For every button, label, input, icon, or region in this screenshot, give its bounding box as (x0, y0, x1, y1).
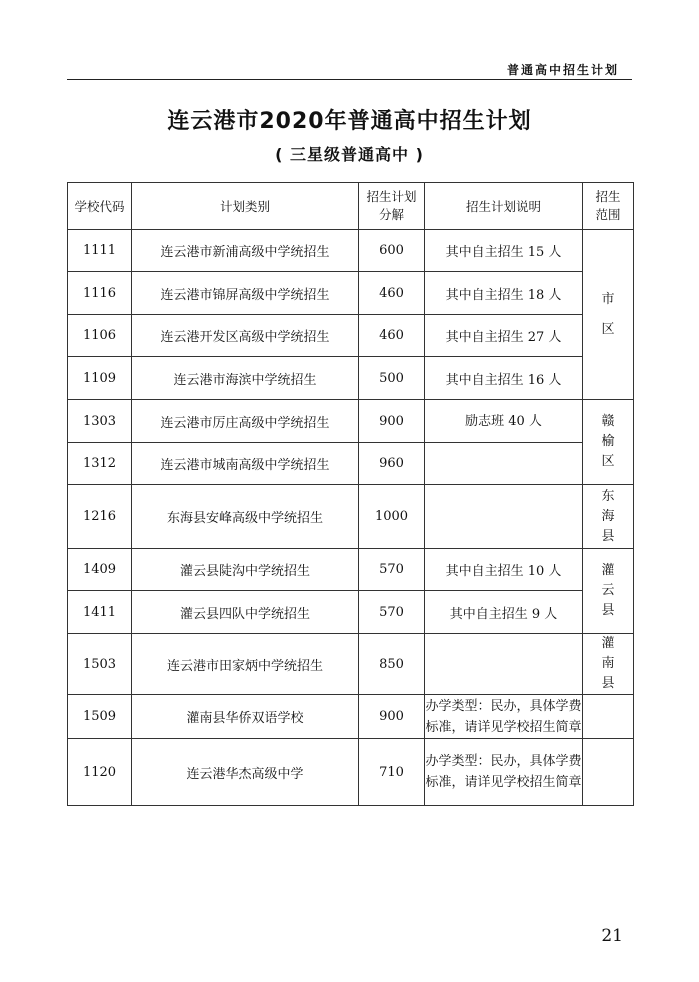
row-code: 1109 (68, 357, 132, 400)
region-ganyu: 赣榆区 (583, 400, 634, 485)
row-code: 1503 (68, 634, 132, 695)
row-count: 500 (359, 357, 425, 400)
row-count: 600 (359, 230, 425, 272)
row-count: 710 (359, 739, 425, 806)
row-count: 1000 (359, 485, 425, 549)
row-code: 1111 (68, 230, 132, 272)
header-plan-note: 招生计划说明 (425, 183, 583, 230)
table-row (68, 485, 634, 549)
row-category: 灌云县陡沟中学统招生 (132, 549, 359, 591)
header-rule (67, 79, 632, 80)
table-row (68, 400, 634, 443)
row-code: 1216 (68, 485, 132, 549)
table-row (68, 591, 634, 634)
row-category: 连云港开发区高级中学统招生 (132, 315, 359, 357)
row-note: 其中自主招生 18 人 (425, 272, 583, 315)
row-count: 570 (359, 549, 425, 591)
region-donghai: 东海县 (583, 485, 634, 549)
row-note: 其中自主招生 27 人 (425, 315, 583, 357)
region-guanyun: 灌云县 (583, 549, 634, 634)
row-count: 570 (359, 591, 425, 634)
enrollment-plan-table (67, 182, 634, 806)
page-number: 21 (601, 926, 623, 946)
row-code: 1411 (68, 591, 132, 634)
table-row (68, 739, 634, 806)
header-plan-count: 招生计划分解 (359, 183, 425, 230)
row-category: 灌云县四队中学统招生 (132, 591, 359, 634)
running-head: 普通高中招生计划 (506, 63, 619, 77)
row-count: 900 (359, 400, 425, 443)
table-row (68, 443, 634, 485)
row-category: 连云港华杰高级中学 (132, 739, 359, 806)
row-category: 连云港市城南高级中学统招生 (132, 443, 359, 485)
row-category: 东海县安峰高级中学统招生 (132, 485, 359, 549)
row-code: 1409 (68, 549, 132, 591)
table-row (68, 695, 634, 739)
table-row (68, 272, 634, 315)
table-row (68, 315, 634, 357)
table-header-row (68, 183, 634, 230)
row-category: 连云港市厉庄高级中学统招生 (132, 400, 359, 443)
region-guannan: 灌南县 (583, 634, 634, 695)
row-note: 其中自主招生 10 人 (425, 549, 583, 591)
row-note: 励志班 40 人 (425, 400, 583, 443)
row-note: 其中自主招生 15 人 (425, 230, 583, 272)
row-category: 连云港市海滨中学统招生 (132, 357, 359, 400)
row-note: 其中自主招生 16 人 (425, 357, 583, 400)
row-note: 办学类型：民办，具体学费标准，请详见学校招生简章 (425, 695, 583, 739)
table-row (68, 549, 634, 591)
header-scope: 招生范围 (583, 183, 634, 230)
header-category: 计划类别 (132, 183, 359, 230)
page-title: 连云港市2020年普通高中招生计划 (167, 109, 532, 134)
row-code: 1116 (68, 272, 132, 315)
row-code: 1303 (68, 400, 132, 443)
row-note (425, 634, 583, 695)
row-count: 900 (359, 695, 425, 739)
row-category: 连云港市田家炳中学统招生 (132, 634, 359, 695)
table-row (68, 230, 634, 272)
row-note: 其中自主招生 9 人 (425, 591, 583, 634)
row-note: 办学类型：民办，具体学费标准，请详见学校招生简章 (425, 739, 583, 806)
row-count: 460 (359, 315, 425, 357)
row-code: 1509 (68, 695, 132, 739)
row-note (425, 485, 583, 549)
row-count: 460 (359, 272, 425, 315)
region-empty (583, 739, 634, 806)
row-category: 连云港市锦屏高级中学统招生 (132, 272, 359, 315)
header-code: 学校代码 (68, 183, 132, 230)
region-city: 市区 (583, 230, 634, 400)
row-code: 1312 (68, 443, 132, 485)
table-row (68, 634, 634, 695)
page-subtitle: ( 三星级普通高中 ) (275, 145, 424, 164)
row-code: 1106 (68, 315, 132, 357)
region-empty (583, 695, 634, 739)
table-row (68, 357, 634, 400)
row-category: 灌南县华侨双语学校 (132, 695, 359, 739)
row-category: 连云港市新浦高级中学统招生 (132, 230, 359, 272)
row-note (425, 443, 583, 485)
row-count: 850 (359, 634, 425, 695)
row-count: 960 (359, 443, 425, 485)
row-code: 1120 (68, 739, 132, 806)
